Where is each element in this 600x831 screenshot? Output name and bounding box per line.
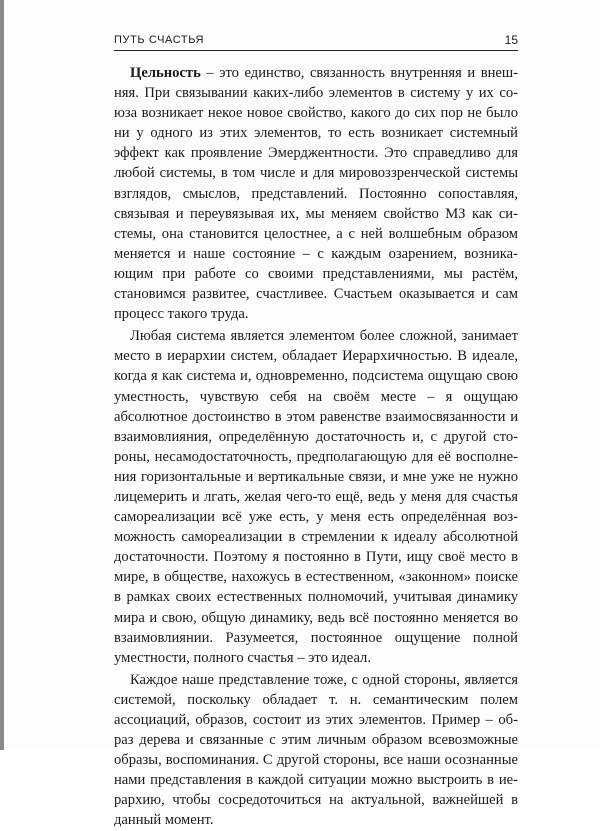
paragraph-3 bbox=[114, 670, 518, 831]
paragraph-3-text: Каждое наше представление тоже, с одной стороны, является системой, поскольку обладает т. н. семантическим полем ассоциаций, образов, состоит из этих элементов. Пример – образ дерева и связанные с этим личным образом всевозможные образы, воспоминания. С другой стороны, все наши осознанные нами представления в каждой ситуации можно выстроить в иерархию, чтобы сосредоточиться на актуальной, важнейшей в данный момент. bbox=[114, 671, 518, 829]
page-header bbox=[114, 28, 518, 51]
running-title: ПУТЬ СЧАСТЬЯ bbox=[114, 34, 205, 46]
page-number: 15 bbox=[504, 33, 518, 47]
page-edge-shadow bbox=[0, 0, 4, 750]
paragraph-1-text: – это единство, связанность внутренняя и внешняя. При связывании каких-либо элементов в систему у их союза возникает некое новое свойство, какого до сих пор не было ни у одного из этих элементов, то есть возникает системный эффект как проявление Эмерджентности. Это справедливо для любой системы, в том числе и для мировоззренческой системы взглядов, смыслов, представлений. Постоянно сопоставляя, связывая и переувязывая их, мы меняем свойство МЗ как системы, она становится целостнее, а с ней волшебным образом меняется и наше состояние – с каждым озарением, возникающим при работе со своими представлениями, мы растём, становимся развитее, счастливее. Счастьем оказывается и сам процесс такого труда. bbox=[114, 65, 518, 323]
term-tselnost: Цельность bbox=[130, 65, 201, 81]
paragraph-2-text: Любая система является элементом более сложной, занимает место в иерархии систем, обладает Иерархичностью. В идеале, когда я как система и, одновременно, подсистема ощущаю свою уместность, чувствую себя на своём месте – я ощущаю абсолютное достоинство в этом равенстве взаимосвязанности и взаимовлияния, определённую достаточность и, с другой стороны, несамодостаточность, предполагающую для её восполнения горизонтальные и вертикальные связи, и мне уже не нужно лицемерить и лгать, желая чего-то ещё, ведь у меня для счастья самореализации всё уже есть, у меня есть определённая возможность самореализации в стремлении к идеалу абсолютной достаточности. Поэтому я постоянно в Пути, ищу своё место в мире, в обществе, нахожусь в естественном, «законном» поиске в рамках своих естественных полномочий, учитывая динамику мира и свою, общую динамику, ведь всё постоянно меняется во взаимовлиянии. Разумеется, постоянное ощущение полной уместности, полного счастья – это идеал. bbox=[114, 328, 518, 666]
paragraph-2 bbox=[114, 326, 518, 668]
body-text bbox=[114, 63, 518, 831]
paragraph-1 bbox=[114, 63, 518, 324]
